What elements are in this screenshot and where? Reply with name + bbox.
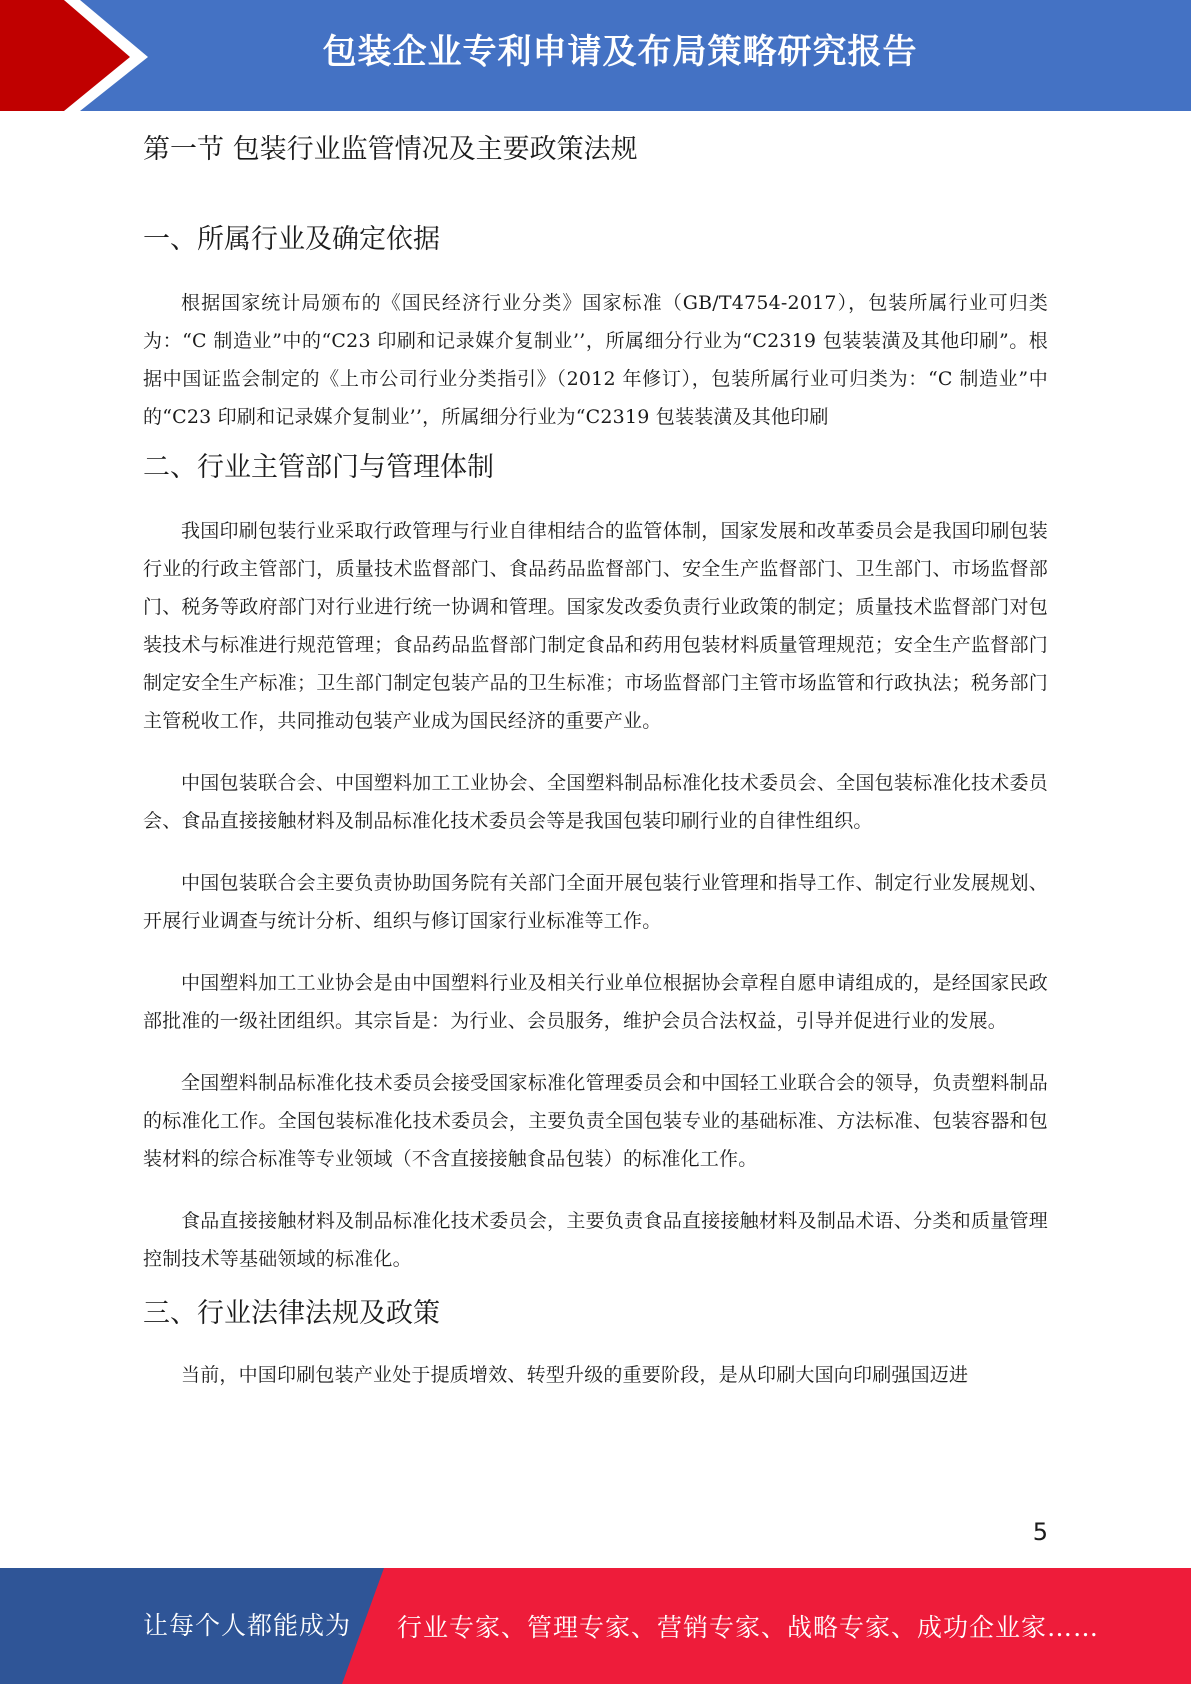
section-title-1: 一、所属行业及确定依据 bbox=[143, 224, 440, 255]
page-footer bbox=[0, 1568, 1191, 1684]
page-number: 5 bbox=[1032, 1518, 1048, 1546]
page-header bbox=[0, 0, 1191, 111]
paragraph: 食品直接接触材料及制品标准化技术委员会，主要负责食品直接接触材料及制品术语、分类和质量管理控制技术等基础领域的标准化。 bbox=[143, 1210, 1048, 1270]
footer-slogan-right: 行业专家、管理专家、营销专家、战略专家、成功企业家…… bbox=[397, 1613, 1100, 1642]
footer-slogan-left: 让每个人都能成为 bbox=[143, 1611, 352, 1640]
chapter-title: 第一节 包装行业监管情况及主要政策法规 bbox=[143, 134, 638, 165]
paragraph: 中国塑料加工工业协会是由中国塑料行业及相关行业单位根据协会章程自愿申请组成的，是经国家民政部批准的一级社团组织。其宗旨是：为行业、会员服务，维护会员合法权益，引导并促进行业的发展。 bbox=[143, 972, 1048, 1032]
paragraph: 中国包装联合会、中国塑料加工工业协会、全国塑料制品标准化技术委员会、全国包装标准化技术委员会、食品直接接触材料及制品标准化技术委员会等是我国包装印刷行业的自律性组织。 bbox=[143, 772, 1048, 832]
page-content bbox=[143, 128, 1048, 1394]
paragraph: 当前，中国印刷包装产业处于提质增效、转型升级的重要阶段，是从印刷大国向印刷强国迈进 bbox=[181, 1364, 969, 1386]
section-title-3: 三、行业法律法规及政策 bbox=[143, 1298, 440, 1329]
paragraph: 全国塑料制品标准化技术委员会接受国家标准化管理委员会和中国轻工业联合会的领导，负责塑料制品的标准化工作。全国包装标准化技术委员会，主要负责全国包装专业的基础标准、方法标准、包装容器和包装材料的综合标准等专业领域（不含直接接触食品包装）的标准化工作。 bbox=[143, 1072, 1048, 1170]
paragraph: 根据国家统计局颁布的《国民经济行业分类》国家标准（GB/T4754-2017），包装所属行业可归类为：“C 制造业”中的“C23 印刷和记录媒介复制业’’，所属细分行业为“C2319 包装装潢及其他印刷”。根据中国证监会制定的《上市公司行业分类指引》（2012 年修订），包装所属行业可归类为：“C 制造业”中的“C23 印刷和记录媒介复制业’’，所属细分行业为“C2319 包装装潢及其他印刷 bbox=[143, 292, 1048, 428]
paragraph: 我国印刷包装行业采取行政管理与行业自律相结合的监管体制，国家发展和改革委员会是我国印刷包装行业的行政主管部门，质量技术监督部门、食品药品监督部门、安全生产监督部门、卫生部门、市场监督部门、税务等政府部门对行业进行统一协调和管理。国家发改委负责行业政策的制定；质量技术监督部门对包装技术与标准进行规范管理；食品药品监督部门制定食品和药用包装材料质量管理规范；安全生产监督部门制定安全生产标准；卫生部门制定包装产品的卫生标准；市场监督部门主管市场监管和行政执法；税务部门主管税收工作，共同推动包装产业成为国民经济的重要产业。 bbox=[143, 520, 1048, 732]
section-title-2: 二、行业主管部门与管理体制 bbox=[143, 452, 494, 483]
report-title: 包装企业专利申请及布局策略研究报告 bbox=[322, 32, 918, 72]
paragraph: 中国包装联合会主要负责协助国务院有关部门全面开展包装行业管理和指导工作、制定行业发展规划、开展行业调查与统计分析、组织与修订国家行业标准等工作。 bbox=[143, 872, 1048, 932]
